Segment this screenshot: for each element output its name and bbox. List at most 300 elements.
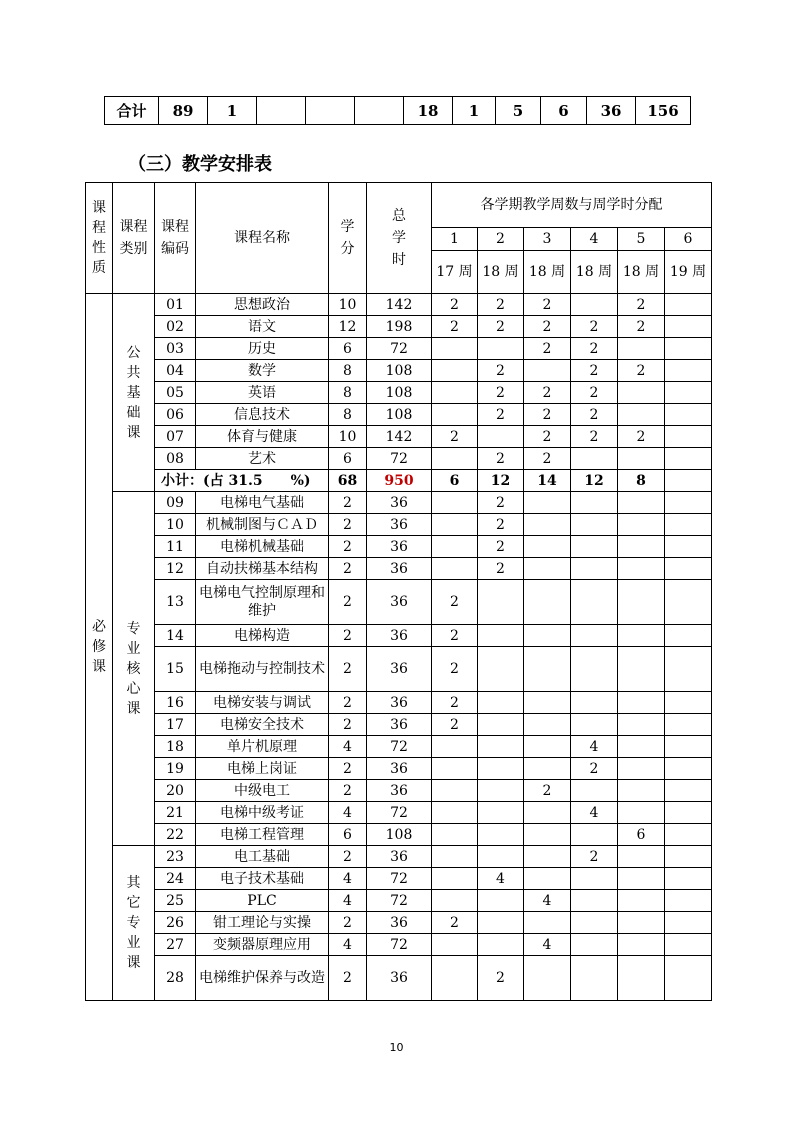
table-row [86, 714, 712, 736]
course-name: 电梯构造 [196, 625, 329, 647]
semester-hours [665, 360, 712, 382]
table-row [86, 536, 712, 558]
course-hours: 36 [367, 758, 432, 780]
course-credits: 2 [329, 714, 367, 736]
course-credits: 2 [329, 514, 367, 536]
course-code: 09 [155, 492, 196, 514]
course-code: 15 [155, 647, 196, 692]
semester-hours [524, 758, 571, 780]
summary-value: 1 [208, 97, 257, 125]
course-code: 12 [155, 558, 196, 580]
semester-hours [524, 736, 571, 758]
semester-hours [665, 558, 712, 580]
course-hours: 72 [367, 934, 432, 956]
semester-hours [571, 625, 618, 647]
header-weeks: 18 周 [618, 251, 665, 294]
course-code: 28 [155, 956, 196, 1001]
header-weeks: 19 周 [665, 251, 712, 294]
table-row [86, 890, 712, 912]
semester-hours: 2 [432, 714, 478, 736]
course-hours: 36 [367, 692, 432, 714]
semester-hours: 2 [524, 780, 571, 802]
semester-hours [478, 780, 524, 802]
semester-hours [571, 647, 618, 692]
course-credits: 10 [329, 426, 367, 448]
course-credits: 2 [329, 647, 367, 692]
header-nature: 课 程 性 质 [86, 183, 113, 294]
course-credits: 8 [329, 360, 367, 382]
semester-hours [571, 294, 618, 316]
course-name: 电梯机械基础 [196, 536, 329, 558]
course-hours: 108 [367, 360, 432, 382]
table-row [86, 580, 712, 625]
course-code: 08 [155, 448, 196, 470]
course-code: 11 [155, 536, 196, 558]
semester-hours [618, 934, 665, 956]
semester-hours [571, 824, 618, 846]
semester-hours [478, 338, 524, 360]
semester-hours [665, 934, 712, 956]
semester-hours [618, 846, 665, 868]
semester-hours [524, 868, 571, 890]
subtotal-semester: 6 [432, 470, 478, 492]
semester-hours [478, 890, 524, 912]
semester-hours [571, 536, 618, 558]
summary-value: 5 [496, 97, 541, 125]
semester-hours [524, 846, 571, 868]
semester-hours [618, 692, 665, 714]
semester-hours: 4 [478, 868, 524, 890]
summary-value: 89 [159, 97, 208, 125]
page-number: 10 [389, 1041, 404, 1054]
semester-hours: 2 [571, 316, 618, 338]
course-hours: 72 [367, 338, 432, 360]
course-code: 19 [155, 758, 196, 780]
semester-hours [665, 647, 712, 692]
table-row [86, 956, 712, 1001]
course-credits: 6 [329, 824, 367, 846]
course-hours: 36 [367, 625, 432, 647]
semester-hours [618, 382, 665, 404]
semester-hours [524, 492, 571, 514]
header-weeks: 18 周 [524, 251, 571, 294]
course-code: 14 [155, 625, 196, 647]
course-hours: 36 [367, 956, 432, 1001]
semester-hours: 2 [432, 294, 478, 316]
semester-hours [665, 382, 712, 404]
subtotal-row [86, 470, 712, 492]
course-name: 语文 [196, 316, 329, 338]
semester-hours [665, 294, 712, 316]
table-row [86, 934, 712, 956]
summary-row [105, 97, 691, 125]
course-name: 变频器原理应用 [196, 934, 329, 956]
course-code: 13 [155, 580, 196, 625]
summary-value [257, 97, 306, 125]
semester-hours: 2 [478, 536, 524, 558]
course-credits: 4 [329, 890, 367, 912]
semester-hours: 2 [524, 448, 571, 470]
schedule-table [85, 182, 712, 1001]
semester-hours [571, 956, 618, 1001]
semester-hours [478, 846, 524, 868]
semester-hours [524, 714, 571, 736]
semester-hours [665, 912, 712, 934]
summary-value: 6 [541, 97, 587, 125]
semester-hours [665, 846, 712, 868]
semester-hours [665, 338, 712, 360]
semester-hours: 2 [432, 647, 478, 692]
semester-hours [432, 404, 478, 426]
semester-hours [618, 558, 665, 580]
semester-hours [665, 580, 712, 625]
semester-hours [524, 824, 571, 846]
table-row [86, 758, 712, 780]
semester-hours: 4 [571, 802, 618, 824]
course-code: 10 [155, 514, 196, 536]
semester-hours: 2 [571, 846, 618, 868]
semester-hours [571, 692, 618, 714]
semester-hours [478, 736, 524, 758]
course-hours: 36 [367, 647, 432, 692]
course-code: 21 [155, 802, 196, 824]
semester-hours [665, 514, 712, 536]
semester-hours: 2 [524, 316, 571, 338]
semester-hours [478, 692, 524, 714]
semester-hours: 2 [571, 758, 618, 780]
subtotal-credits: 68 [329, 470, 367, 492]
semester-hours [524, 802, 571, 824]
semester-hours: 4 [571, 736, 618, 758]
semester-hours [478, 934, 524, 956]
course-name: 电梯中级考证 [196, 802, 329, 824]
course-name: 数学 [196, 360, 329, 382]
semester-hours: 2 [571, 338, 618, 360]
course-hours: 36 [367, 780, 432, 802]
semester-hours: 2 [524, 426, 571, 448]
semester-hours [524, 558, 571, 580]
table-row [86, 647, 712, 692]
course-name: 信息技术 [196, 404, 329, 426]
nature-required: 必 修 课 [86, 294, 113, 1001]
semester-hours [618, 802, 665, 824]
semester-hours [665, 692, 712, 714]
header-semester: 1 [432, 228, 478, 251]
semester-hours [432, 846, 478, 868]
course-credits: 6 [329, 338, 367, 360]
semester-hours [524, 956, 571, 1001]
semester-hours [432, 514, 478, 536]
semester-hours [665, 890, 712, 912]
summary-value: 156 [636, 97, 691, 125]
course-code: 27 [155, 934, 196, 956]
subtotal-semester: 12 [571, 470, 618, 492]
semester-hours: 2 [571, 426, 618, 448]
course-code: 05 [155, 382, 196, 404]
semester-hours [665, 536, 712, 558]
course-name: 电工基础 [196, 846, 329, 868]
semester-hours [618, 736, 665, 758]
course-credits: 2 [329, 492, 367, 514]
semester-hours [618, 758, 665, 780]
semester-hours [524, 536, 571, 558]
summary-label: 合计 [105, 97, 159, 125]
course-credits: 2 [329, 912, 367, 934]
course-hours: 72 [367, 802, 432, 824]
summary-value: 1 [453, 97, 496, 125]
semester-hours: 2 [478, 294, 524, 316]
course-name: 历史 [196, 338, 329, 360]
semester-hours [432, 890, 478, 912]
course-name: 电子技术基础 [196, 868, 329, 890]
course-name: 电梯安装与调试 [196, 692, 329, 714]
semester-hours [524, 692, 571, 714]
course-credits: 12 [329, 316, 367, 338]
semester-hours [618, 868, 665, 890]
course-name: 自动扶梯基本结构 [196, 558, 329, 580]
semester-hours [665, 625, 712, 647]
subtotal-label: 小计：(占 31.5 %) [155, 470, 329, 492]
semester-hours: 2 [618, 426, 665, 448]
semester-hours: 2 [571, 360, 618, 382]
semester-hours [432, 736, 478, 758]
table-row [86, 736, 712, 758]
semester-hours: 2 [524, 404, 571, 426]
semester-hours [571, 912, 618, 934]
semester-hours [665, 736, 712, 758]
table-row [86, 802, 712, 824]
semester-hours [432, 758, 478, 780]
table-row [86, 338, 712, 360]
semester-hours [432, 802, 478, 824]
table-row [86, 382, 712, 404]
table-row [86, 780, 712, 802]
course-credits: 8 [329, 404, 367, 426]
course-hours: 72 [367, 868, 432, 890]
header-distribution: 各学期教学周数与周学时分配 [432, 183, 712, 228]
header-semester: 2 [478, 228, 524, 251]
course-code: 24 [155, 868, 196, 890]
course-hours: 72 [367, 890, 432, 912]
semester-hours [665, 404, 712, 426]
header-semester: 3 [524, 228, 571, 251]
course-name: 单片机原理 [196, 736, 329, 758]
semester-hours: 2 [618, 360, 665, 382]
semester-hours [524, 514, 571, 536]
semester-hours [524, 647, 571, 692]
course-hours: 142 [367, 294, 432, 316]
semester-hours: 2 [432, 580, 478, 625]
course-name: 体育与健康 [196, 426, 329, 448]
semester-hours [665, 780, 712, 802]
semester-hours [571, 780, 618, 802]
semester-hours [571, 714, 618, 736]
semester-hours [432, 382, 478, 404]
semester-hours [524, 625, 571, 647]
course-credits: 8 [329, 382, 367, 404]
semester-hours: 2 [571, 382, 618, 404]
semester-hours [432, 934, 478, 956]
semester-hours [665, 956, 712, 1001]
course-credits: 4 [329, 868, 367, 890]
semester-hours [665, 426, 712, 448]
course-code: 22 [155, 824, 196, 846]
semester-hours [432, 868, 478, 890]
summary-value: 36 [587, 97, 636, 125]
course-code: 06 [155, 404, 196, 426]
semester-hours [571, 514, 618, 536]
table-row [86, 868, 712, 890]
course-credits: 2 [329, 758, 367, 780]
table-row [86, 692, 712, 714]
table-row [86, 316, 712, 338]
course-name: 电梯维护保养与改造 [196, 956, 329, 1001]
table-row [86, 492, 712, 514]
semester-hours [478, 802, 524, 824]
table-row [86, 448, 712, 470]
course-hours: 36 [367, 714, 432, 736]
category-other: 其 它 专 业 课 [113, 846, 155, 1001]
semester-hours [618, 912, 665, 934]
header-code: 课程 编码 [155, 183, 196, 294]
semester-hours [524, 580, 571, 625]
semester-hours: 4 [524, 890, 571, 912]
semester-hours [478, 580, 524, 625]
course-code: 04 [155, 360, 196, 382]
semester-hours [524, 912, 571, 934]
course-hours: 108 [367, 404, 432, 426]
semester-hours [432, 492, 478, 514]
semester-hours [665, 714, 712, 736]
semester-hours: 2 [478, 316, 524, 338]
course-code: 02 [155, 316, 196, 338]
semester-hours: 2 [478, 956, 524, 1001]
table-row [86, 294, 712, 316]
semester-hours [571, 890, 618, 912]
course-hours: 36 [367, 846, 432, 868]
course-hours: 72 [367, 448, 432, 470]
semester-hours: 2 [432, 426, 478, 448]
semester-hours: 2 [618, 294, 665, 316]
course-credits: 4 [329, 934, 367, 956]
semester-hours [478, 758, 524, 780]
course-hours: 198 [367, 316, 432, 338]
course-credits: 2 [329, 846, 367, 868]
semester-hours: 2 [432, 912, 478, 934]
header-semester: 4 [571, 228, 618, 251]
summary-table [104, 96, 691, 125]
semester-hours [618, 492, 665, 514]
category-public: 公 共 基 础 课 [113, 294, 155, 492]
semester-hours [618, 404, 665, 426]
header-weeks: 18 周 [478, 251, 524, 294]
course-name: 中级电工 [196, 780, 329, 802]
course-credits: 2 [329, 536, 367, 558]
semester-hours [665, 868, 712, 890]
course-credits: 4 [329, 736, 367, 758]
semester-hours: 4 [524, 934, 571, 956]
course-code: 18 [155, 736, 196, 758]
table-row [86, 514, 712, 536]
course-name: 电梯安全技术 [196, 714, 329, 736]
course-name: 电梯上岗证 [196, 758, 329, 780]
semester-hours [571, 492, 618, 514]
course-name: 钳工理论与实操 [196, 912, 329, 934]
semester-hours [665, 492, 712, 514]
semester-hours: 2 [478, 492, 524, 514]
course-credits: 2 [329, 580, 367, 625]
header-semester: 5 [618, 228, 665, 251]
course-credits: 2 [329, 558, 367, 580]
semester-hours [478, 824, 524, 846]
semester-hours: 2 [478, 382, 524, 404]
semester-hours: 2 [478, 448, 524, 470]
course-name: 艺术 [196, 448, 329, 470]
course-code: 26 [155, 912, 196, 934]
category-core: 专 业 核 心 课 [113, 492, 155, 846]
semester-hours [432, 360, 478, 382]
semester-hours [618, 536, 665, 558]
course-credits: 6 [329, 448, 367, 470]
course-name: 电梯工程管理 [196, 824, 329, 846]
semester-hours: 6 [618, 824, 665, 846]
semester-hours [618, 714, 665, 736]
course-code: 03 [155, 338, 196, 360]
semester-hours [618, 780, 665, 802]
subtotal-semester: 14 [524, 470, 571, 492]
course-hours: 36 [367, 536, 432, 558]
course-hours: 142 [367, 426, 432, 448]
course-hours: 36 [367, 912, 432, 934]
semester-hours: 2 [478, 514, 524, 536]
course-code: 23 [155, 846, 196, 868]
table-row [86, 625, 712, 647]
course-name: 机械制图与ＣＡＤ [196, 514, 329, 536]
semester-hours [618, 514, 665, 536]
table-row [86, 360, 712, 382]
semester-hours [618, 647, 665, 692]
course-name: 电梯电气控制原理和维护 [196, 580, 329, 625]
semester-hours [618, 625, 665, 647]
course-credits: 2 [329, 780, 367, 802]
course-hours: 36 [367, 558, 432, 580]
header-category: 课程 类别 [113, 183, 155, 294]
semester-hours [665, 802, 712, 824]
header-semester: 6 [665, 228, 712, 251]
course-name: 电梯拖动与控制技术 [196, 647, 329, 692]
header-weeks: 18 周 [571, 251, 618, 294]
summary-value [306, 97, 355, 125]
semester-hours [571, 868, 618, 890]
semester-hours [478, 714, 524, 736]
semester-hours [618, 956, 665, 1001]
semester-hours [432, 338, 478, 360]
semester-hours: 2 [478, 558, 524, 580]
semester-hours [618, 580, 665, 625]
course-code: 25 [155, 890, 196, 912]
table-row [86, 426, 712, 448]
semester-hours: 2 [432, 692, 478, 714]
course-code: 07 [155, 426, 196, 448]
subtotal-hours: 950 [367, 470, 432, 492]
semester-hours [571, 448, 618, 470]
semester-hours [618, 448, 665, 470]
course-credits: 10 [329, 294, 367, 316]
semester-hours [665, 758, 712, 780]
header-hours: 总 学 时 [367, 183, 432, 294]
course-name: PLC [196, 890, 329, 912]
semester-hours [478, 426, 524, 448]
